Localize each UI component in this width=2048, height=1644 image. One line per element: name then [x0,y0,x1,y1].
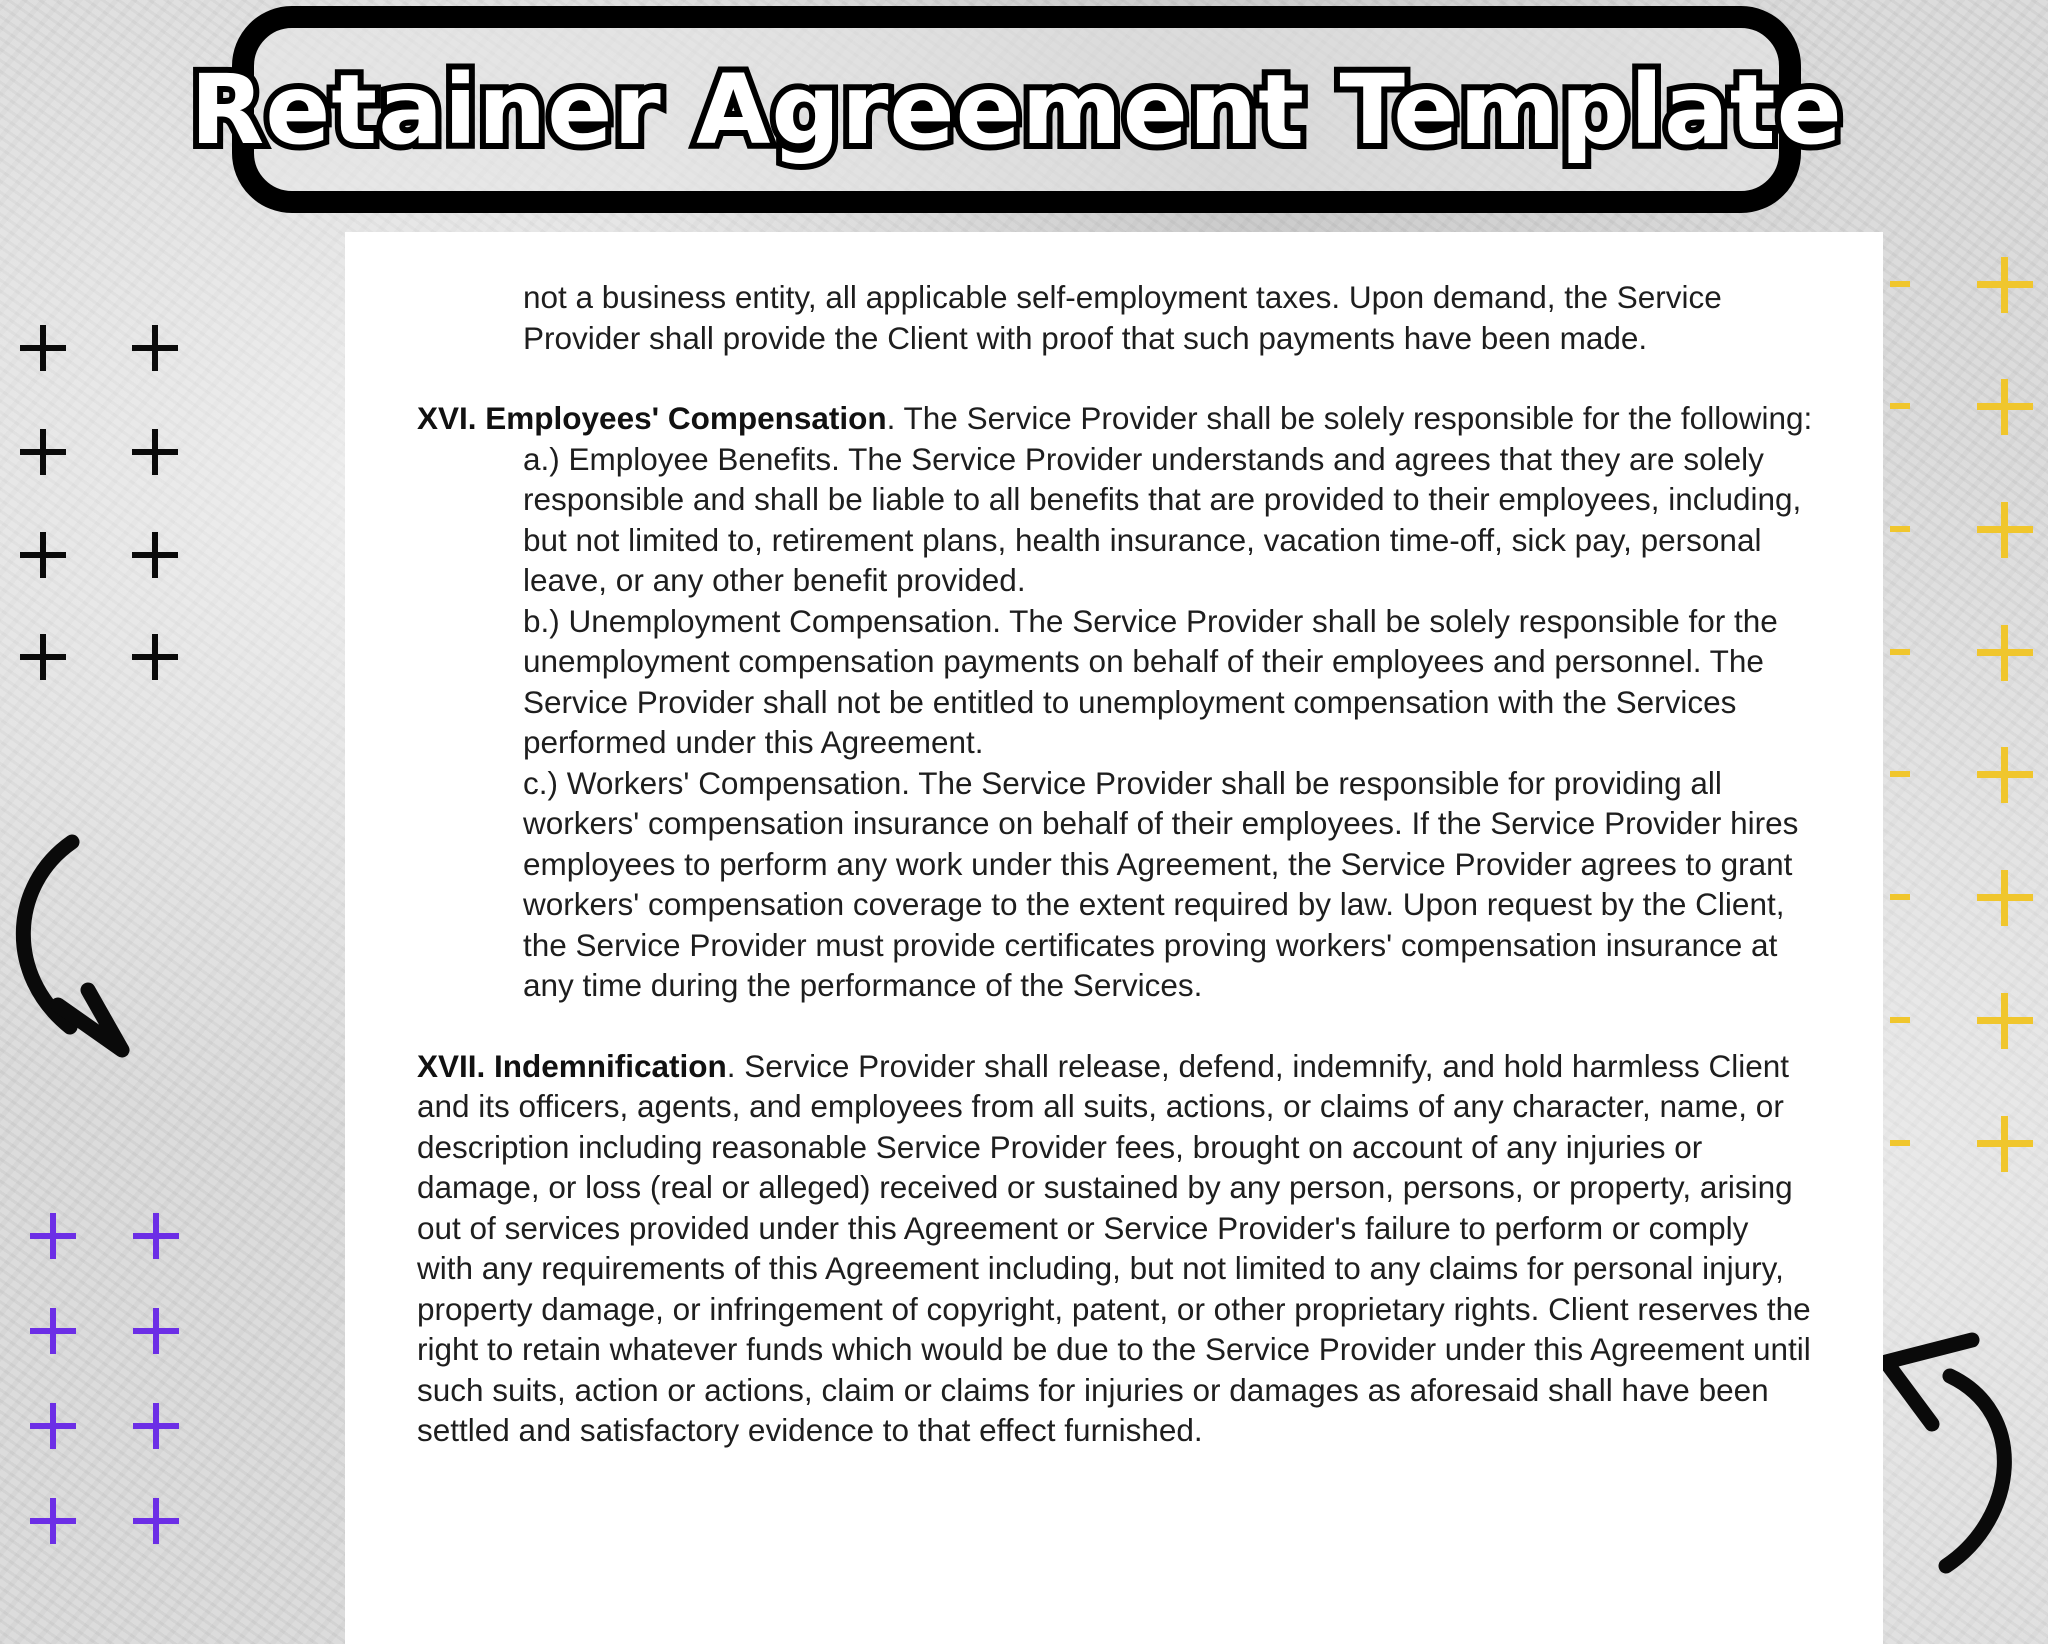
dash-icon [1890,281,1910,287]
section-xvi-lead: . The Service Provider shall be solely responsible for the following: [886,400,1813,436]
document-page [345,232,1883,1644]
plus-icon [132,532,178,578]
plus-icon [1977,379,2033,435]
plus-icon [1977,257,2033,313]
section-xvii-heading: XVII. Indemnification [417,1047,727,1084]
plus-icon [132,429,178,475]
plus-icon [133,1308,179,1354]
plus-icon [30,1403,76,1449]
section-xvii-body: . Service Provider shall release, defend, indemnify, and hold harmless Client and its officers, agents, and employees from all suits, actions, or claims of any character, name, or description including reasonable Service Provider fees, brought on account of any injuries or damage, or loss (real or alleged) received or sustained by any person, persons, or property, arising out of services provided under this Agreement or Service Provider's failure to perform or comply with any requirements of this Agreement including, but not limited to any claims for personal injury, property damage, or infringement of copyright, patent, or other proprietary rights. Client reserves the right to retain whatever funds which would be due to the Service Provider under this Agreement until such suits, action or actions, claim or claims for injuries or damages as aforesaid shall have been settled and satisfactory evidence to that effect furnished. [417,1047,1811,1448]
dash-icon [1890,526,1910,532]
list-item: c.) Workers' Compensation. The Service Provider shall be responsible for providing all workers' compensation insurance on behalf of their employees. If the Service Provider hires employees to perform any work under this Agreement, the Service Provider agrees to grant workers' compensation coverage to the extent required by law. Upon request by the Client, the Service Provider must provide certificates proving workers' compensation insurance at any time during the performance of the Services. [523,764,1799,1003]
plus-icon [133,1403,179,1449]
section-xvi [417,398,1813,439]
dash-icon [1890,771,1910,777]
intro-paragraph: not a business entity, all applicable self-employment taxes. Upon demand, the Service Provider shall provide the Client with proof that such payments have been made. [523,279,1722,356]
curved-arrow-up-left-icon [1868,1318,2048,1580]
dash-icon [1890,403,1910,409]
plus-icon [133,1213,179,1259]
plus-icon [1977,625,2033,681]
curved-arrow-down-right-icon [0,830,150,1060]
plus-icon [20,325,66,371]
plus-icon [30,1213,76,1259]
dash-icon [1890,649,1910,655]
plus-icon [1977,993,2033,1049]
plus-icon [1977,870,2033,926]
plus-icon [133,1498,179,1544]
plus-icon [1977,502,2033,558]
list-item: a.) Employee Benefits. The Service Provider understands and agrees that they are solely responsible and shall be liable to all benefits that are provided to their employees, including, but not limited to, retirement plans, health insurance, vacation time-off, sick pay, personal leave, or any other benefit provided. [523,440,1802,598]
plus-icon [1977,747,2033,803]
plus-icon [132,325,178,371]
plus-icon [20,532,66,578]
title-banner [190,6,1843,213]
plus-icon [20,634,66,680]
list-item: b.) Unemployment Compensation. The Service Provider shall be solely responsible for the unemployment compensation payments on behalf of their employees and personnel. The Service Provider shall not be entitled to unemployment compensation with the Services performed under this Agreement. [523,602,1778,760]
page-title: Retainer Agreement Template [190,53,1843,166]
section-xvii [417,1046,1813,1451]
plus-icon [30,1308,76,1354]
section-xvi-heading: XVI. Employees' Compensation [417,400,887,436]
dash-icon [1890,894,1910,900]
dash-icon [1890,1140,1910,1146]
plus-icon [1977,1116,2033,1172]
plus-icon [20,429,66,475]
dash-icon [1890,1017,1910,1023]
plus-icon [30,1498,76,1544]
plus-icon [132,634,178,680]
